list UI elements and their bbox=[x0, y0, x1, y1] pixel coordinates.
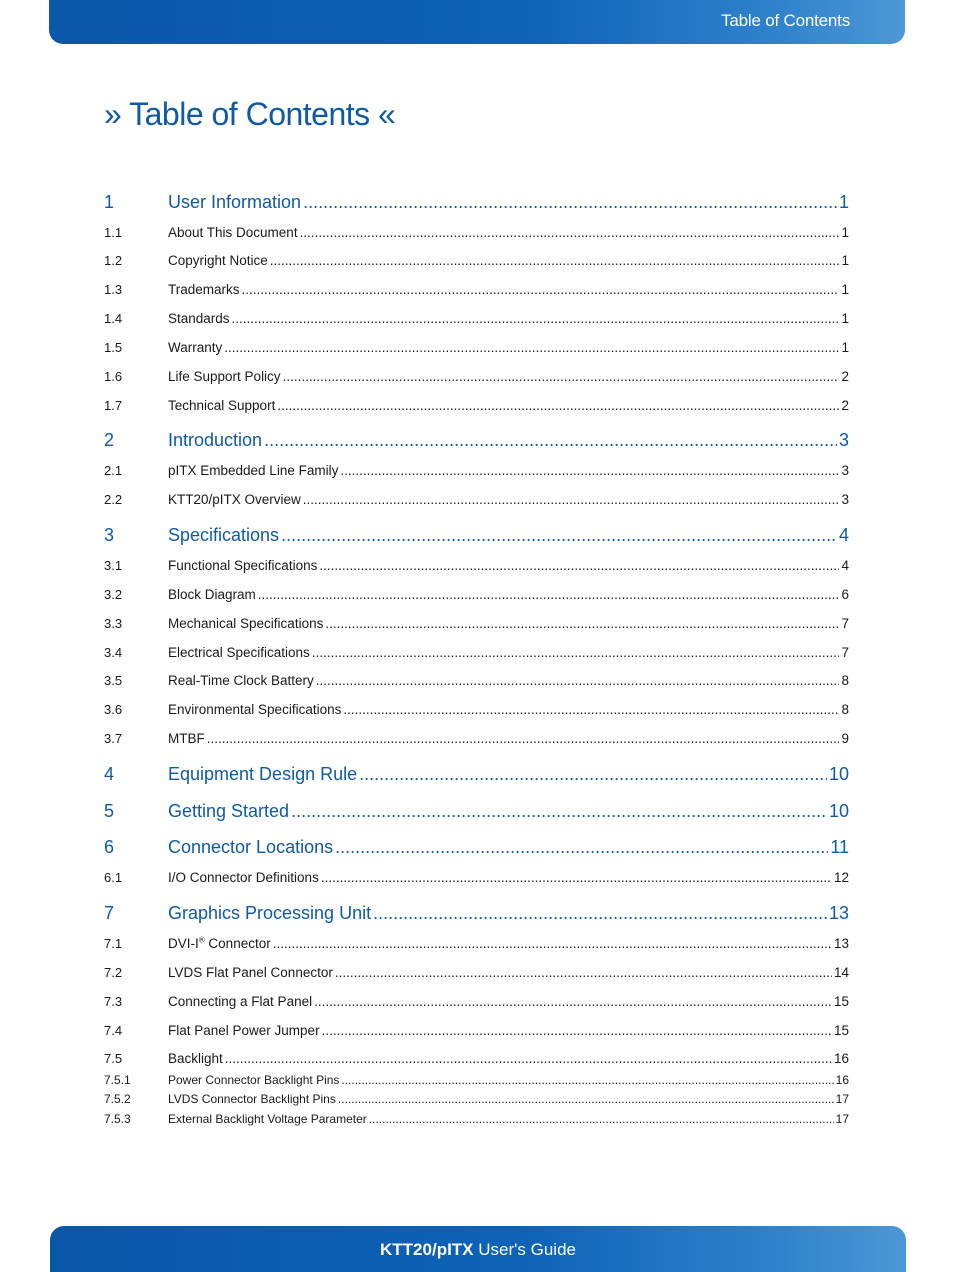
toc-entry[interactable] bbox=[104, 253, 849, 268]
page-title: » Table of Contents « bbox=[104, 96, 396, 132]
toc-entry-number: 2 bbox=[104, 430, 115, 450]
toc-entry-label bbox=[168, 702, 341, 717]
toc-entry-label-text: About This Document bbox=[168, 225, 298, 240]
toc-entry[interactable] bbox=[104, 645, 849, 660]
dot-leader bbox=[224, 340, 839, 355]
dot-leader bbox=[373, 903, 827, 924]
toc-entry-page: 1 bbox=[841, 311, 849, 326]
toc-entry-page: 2 bbox=[841, 398, 849, 413]
header-title: Table of Contents bbox=[721, 11, 850, 30]
toc-entry-label bbox=[168, 253, 268, 268]
toc-entry-number: 3.3 bbox=[104, 616, 123, 631]
toc-entry-label bbox=[168, 837, 333, 858]
toc-entry-label-text: LVDS Flat Panel Connector bbox=[168, 965, 333, 980]
toc-entry-label-text: Graphics Processing Unit bbox=[168, 903, 372, 923]
toc-entry-label bbox=[168, 463, 338, 478]
toc-entry[interactable] bbox=[104, 702, 849, 717]
toc-entry-label bbox=[168, 587, 256, 602]
dot-leader bbox=[341, 1073, 833, 1087]
dot-leader bbox=[303, 492, 840, 507]
dot-leader bbox=[264, 430, 837, 451]
toc-entry-label bbox=[168, 1073, 339, 1087]
toc-entry-label-text: Copyright Notice bbox=[168, 253, 268, 268]
toc-entry-page: 1 bbox=[841, 253, 849, 268]
toc-entry-label bbox=[168, 1092, 336, 1106]
toc-entry-label bbox=[168, 1023, 320, 1038]
header-bar bbox=[49, 0, 905, 44]
toc-entry[interactable] bbox=[104, 463, 849, 478]
dot-leader bbox=[242, 282, 840, 297]
toc-entry-page: 2 bbox=[841, 369, 849, 384]
toc-entry-label bbox=[168, 398, 275, 413]
dot-leader bbox=[321, 870, 832, 885]
toc-entry-label-text: Introduction bbox=[168, 430, 263, 450]
toc-entry-page: 3 bbox=[841, 492, 849, 507]
toc-entry-label-text: Electrical Specifications bbox=[168, 645, 310, 660]
toc-entry[interactable] bbox=[104, 903, 849, 924]
toc-entry-page: 1 bbox=[841, 282, 849, 297]
toc-entry-label bbox=[168, 1112, 367, 1126]
toc-entry-label bbox=[168, 1051, 223, 1066]
toc-entry-label-text: Mechanical Specifications bbox=[168, 616, 324, 631]
toc-entry[interactable] bbox=[104, 492, 849, 507]
toc-entry[interactable] bbox=[104, 311, 849, 326]
toc-entry[interactable] bbox=[104, 731, 849, 746]
toc-entry-page: 16 bbox=[833, 1051, 849, 1066]
toc-entry-page: 1 bbox=[841, 340, 849, 355]
toc-entry-page: 13 bbox=[833, 936, 849, 951]
toc-entry-label bbox=[168, 558, 317, 573]
toc-entry-page: 1 bbox=[841, 225, 849, 240]
toc-entry[interactable] bbox=[104, 764, 849, 785]
toc-entry[interactable] bbox=[104, 936, 849, 951]
toc-entry-page: 17 bbox=[835, 1092, 849, 1106]
toc-entry[interactable] bbox=[104, 1092, 849, 1106]
toc-entry-number: 7.1 bbox=[104, 936, 123, 951]
toc-entry-label-text: KTT20/pITX Overview bbox=[168, 492, 301, 507]
toc-entry-label bbox=[168, 801, 289, 822]
toc-entry-number: 7.4 bbox=[104, 1023, 123, 1038]
toc-entry-label-suffix: Connector bbox=[204, 936, 271, 951]
toc-entry-number: 1.3 bbox=[104, 282, 123, 297]
toc-entry[interactable] bbox=[104, 1023, 849, 1038]
toc-entry[interactable] bbox=[104, 369, 849, 384]
registered-mark: ® bbox=[198, 935, 205, 945]
toc-entry-number: 3.2 bbox=[104, 587, 123, 602]
toc-entry-label bbox=[168, 870, 319, 885]
toc-entry-label-text: DVI-I bbox=[168, 936, 199, 951]
toc-entry-number: 5 bbox=[104, 801, 115, 821]
toc-entry-number: 4 bbox=[104, 764, 115, 784]
toc-entry-page: 16 bbox=[835, 1073, 849, 1087]
dot-leader bbox=[277, 398, 839, 413]
toc-entry-number: 1.5 bbox=[104, 340, 123, 355]
toc-entry-label-text: Standards bbox=[168, 311, 230, 326]
toc-entry-label-text: Functional Specifications bbox=[168, 558, 318, 573]
toc-entry[interactable] bbox=[104, 837, 849, 858]
toc-entry-label bbox=[168, 731, 205, 746]
dot-leader bbox=[322, 1023, 832, 1038]
dot-leader bbox=[343, 702, 839, 717]
toc-entry[interactable] bbox=[104, 340, 849, 355]
toc-entry-page: 15 bbox=[833, 1023, 849, 1038]
toc-entry-page: 14 bbox=[833, 965, 849, 980]
dot-leader bbox=[314, 994, 832, 1009]
dot-leader bbox=[312, 645, 840, 660]
toc-entry[interactable] bbox=[104, 587, 849, 602]
toc-entry[interactable] bbox=[104, 994, 849, 1009]
toc-entry[interactable] bbox=[104, 398, 849, 413]
toc-entry[interactable] bbox=[104, 525, 849, 546]
toc-entry-label bbox=[168, 994, 312, 1009]
toc-entry-label bbox=[168, 282, 240, 297]
toc-entry-label-text: Life Support Policy bbox=[168, 369, 281, 384]
toc-entry[interactable] bbox=[104, 558, 849, 573]
toc-entry-label-text: Specifications bbox=[168, 525, 280, 545]
dot-leader bbox=[232, 311, 840, 326]
toc-entry[interactable] bbox=[104, 1112, 849, 1126]
dot-leader bbox=[225, 1051, 832, 1066]
toc-entry-label bbox=[168, 340, 222, 355]
dot-leader bbox=[283, 369, 840, 384]
toc-entry-label bbox=[168, 645, 310, 660]
toc-entry-label-text: Real-Time Clock Battery bbox=[168, 673, 314, 688]
toc-entry-number: 7.5 bbox=[104, 1051, 123, 1066]
toc-entry-label bbox=[168, 430, 262, 451]
toc-entry-number: 7.3 bbox=[104, 994, 123, 1009]
toc-entry-number: 3.6 bbox=[104, 702, 123, 717]
dot-leader bbox=[270, 253, 840, 268]
toc-entry-page: 8 bbox=[841, 702, 849, 717]
dot-leader bbox=[338, 1092, 834, 1106]
toc-entry-label-text: LVDS Connector Backlight Pins bbox=[168, 1092, 336, 1106]
dot-leader bbox=[303, 192, 837, 213]
toc-entry-label-text: Getting Started bbox=[168, 801, 290, 821]
toc-entry-number: 7.5.1 bbox=[104, 1073, 131, 1087]
toc-entry-page: 6 bbox=[841, 587, 849, 602]
dot-leader bbox=[325, 616, 839, 631]
toc-entry-label-text: Technical Support bbox=[168, 398, 276, 413]
toc-entry-number: 7.5.3 bbox=[104, 1112, 131, 1126]
toc-entry-label-text: Trademarks bbox=[168, 282, 240, 297]
dot-leader bbox=[316, 673, 840, 688]
toc-entry-page: 8 bbox=[841, 673, 849, 688]
toc-entry-number: 1.1 bbox=[104, 225, 123, 240]
toc-entry-label bbox=[168, 673, 314, 688]
dot-leader bbox=[258, 587, 840, 602]
toc-entry-number: 1.4 bbox=[104, 311, 123, 326]
toc-entry-page: 11 bbox=[830, 837, 849, 857]
toc-entry-label bbox=[168, 616, 323, 631]
toc-entry-number: 6 bbox=[104, 837, 115, 857]
toc-entry-page: 4 bbox=[841, 558, 849, 573]
toc-entry-label-text: Power Connector Backlight Pins bbox=[168, 1073, 340, 1087]
toc-entry-number: 3.1 bbox=[104, 558, 123, 573]
footer-text bbox=[50, 1240, 906, 1260]
dot-leader bbox=[319, 558, 839, 573]
toc-entry-page: 7 bbox=[841, 616, 849, 631]
toc-entry-number: 1.6 bbox=[104, 369, 123, 384]
toc-entry-number: 1.7 bbox=[104, 398, 123, 413]
toc-entry[interactable] bbox=[104, 965, 849, 980]
footer-bar bbox=[50, 1226, 906, 1272]
toc-entry-label bbox=[168, 903, 371, 924]
toc-entry-page: 4 bbox=[838, 525, 849, 545]
toc-entry[interactable] bbox=[104, 673, 849, 688]
toc-entry-label-text: Block Diagram bbox=[168, 587, 256, 602]
toc-entry-page: 10 bbox=[828, 764, 849, 784]
toc-entry-label bbox=[168, 936, 271, 951]
toc-entry-page: 3 bbox=[838, 430, 849, 450]
toc-entry-label-text: Equipment Design Rule bbox=[168, 764, 358, 784]
toc-entry-page: 9 bbox=[841, 731, 849, 746]
toc-entry-number: 3.5 bbox=[104, 673, 123, 688]
toc-entry-label-text: I/O Connector Definitions bbox=[168, 870, 319, 885]
toc-entry-label-text: Connecting a Flat Panel bbox=[168, 994, 313, 1009]
toc-entry-page: 1 bbox=[838, 192, 849, 212]
toc-entry-label-text: Backlight bbox=[168, 1051, 223, 1066]
toc-entry-number: 1 bbox=[104, 192, 115, 212]
dot-leader bbox=[369, 1112, 834, 1126]
toc-entry-label bbox=[168, 311, 230, 326]
toc-entry-number: 7.5.2 bbox=[104, 1092, 131, 1106]
toc-entry[interactable] bbox=[104, 616, 849, 631]
toc-entry-page: 17 bbox=[835, 1112, 849, 1126]
toc-entry-label bbox=[168, 492, 301, 507]
toc-entry-label-text: Warranty bbox=[168, 340, 223, 355]
toc-entry[interactable] bbox=[104, 1051, 849, 1066]
toc-entry-label-text: MTBF bbox=[168, 731, 205, 746]
toc-entry-number: 1.2 bbox=[104, 253, 123, 268]
toc-entry-label bbox=[168, 369, 281, 384]
dot-leader bbox=[207, 731, 840, 746]
toc-entry[interactable] bbox=[104, 870, 849, 885]
footer-guide-label: User's Guide bbox=[473, 1240, 576, 1259]
footer-product: KTT20/pITX bbox=[380, 1240, 474, 1259]
toc-entry-page: 3 bbox=[841, 463, 849, 478]
dot-leader bbox=[300, 225, 840, 240]
toc-entry-number: 3.4 bbox=[104, 645, 123, 660]
toc-entry-number: 6.1 bbox=[104, 870, 123, 885]
toc-entry-label-text: pITX Embedded Line Family bbox=[168, 463, 339, 478]
toc-entry-number: 3 bbox=[104, 525, 115, 545]
toc-entry-label bbox=[168, 192, 301, 213]
dot-leader bbox=[291, 801, 827, 822]
toc-entry-label bbox=[168, 525, 279, 546]
toc-entry-number: 3.7 bbox=[104, 731, 123, 746]
toc-entry-label-text: Environmental Specifications bbox=[168, 702, 342, 717]
toc-entry-label-text: External Backlight Voltage Parameter bbox=[168, 1112, 367, 1126]
toc-entry-page: 10 bbox=[828, 801, 849, 821]
toc-entry-number: 2.1 bbox=[104, 463, 123, 478]
toc-entry-label-text: User Information bbox=[168, 192, 302, 212]
toc-entry-label bbox=[168, 965, 333, 980]
toc-entry-number: 2.2 bbox=[104, 492, 123, 507]
dot-leader bbox=[359, 764, 827, 785]
toc-entry-page: 15 bbox=[833, 994, 849, 1009]
toc-entry[interactable] bbox=[104, 1073, 849, 1087]
dot-leader bbox=[273, 936, 832, 951]
toc-entry[interactable] bbox=[104, 430, 849, 451]
toc-entry-label bbox=[168, 764, 357, 785]
toc-entry[interactable] bbox=[104, 282, 849, 297]
toc-entry-number: 7 bbox=[104, 903, 115, 923]
dot-leader bbox=[335, 965, 832, 980]
toc-entry-page: 7 bbox=[841, 645, 849, 660]
toc-entry-label bbox=[168, 225, 298, 240]
toc-entry[interactable] bbox=[104, 192, 849, 213]
dot-leader bbox=[335, 837, 828, 858]
toc-entry-number: 7.2 bbox=[104, 965, 123, 980]
toc-entry[interactable] bbox=[104, 801, 849, 822]
dot-leader bbox=[281, 525, 837, 546]
dot-leader bbox=[340, 463, 839, 478]
toc-entry-page: 12 bbox=[833, 870, 849, 885]
toc-entry-label-text: Flat Panel Power Jumper bbox=[168, 1023, 320, 1038]
toc-entry[interactable] bbox=[104, 225, 849, 240]
toc-entry-page: 13 bbox=[828, 903, 849, 923]
toc-entry-label-text: Connector Locations bbox=[168, 837, 334, 857]
